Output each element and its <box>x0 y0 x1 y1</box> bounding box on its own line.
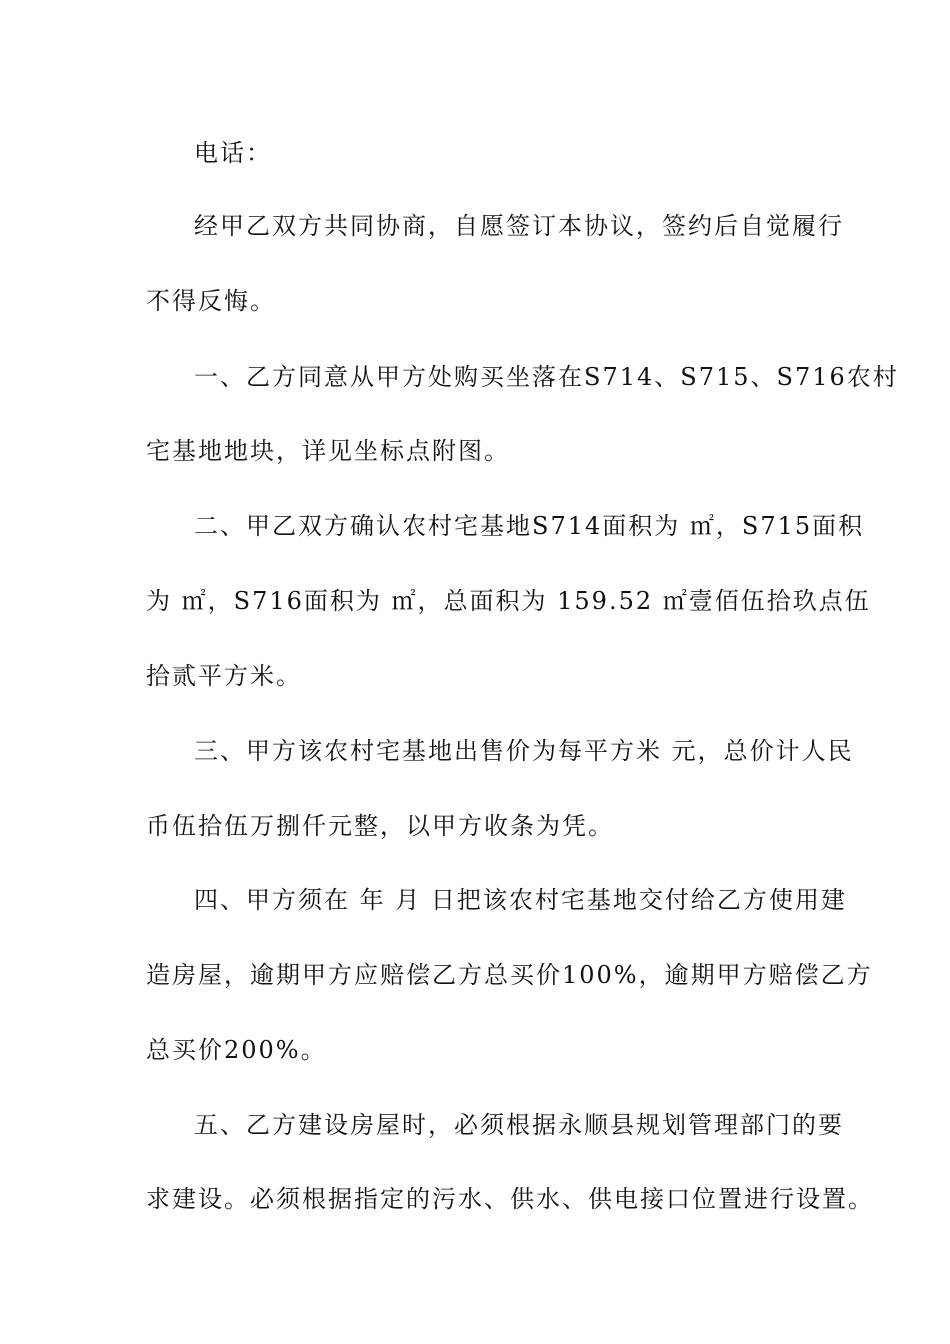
intro-line-1: 经甲乙双方共同协商，自愿签订本协议，签约后自觉履行 <box>194 212 844 240</box>
intro-line-2: 不得反悔。 <box>146 287 276 315</box>
clause-1-line-2: 宅基地地块，详见坐标点附图。 <box>146 437 510 465</box>
clause-4-line-2: 造房屋，逾期甲方应赔偿乙方总买价100%，逾期甲方赔偿乙方 <box>146 961 873 989</box>
clause-5-line-1: 五、乙方建设房屋时，必须根据永顺县规划管理部门的要 <box>194 1111 844 1139</box>
clause-1-line-1: 一、乙方同意从甲方处购买坐落在S714、S715、S716农村 <box>194 363 899 391</box>
clause-2-line-3: 拾贰平方米。 <box>146 662 302 690</box>
clause-2-line-1: 二、甲乙双方确认农村宅基地S714面积为 ㎡，S715面积 <box>194 512 865 540</box>
clause-2-line-2: 为 ㎡，S716面积为 ㎡，总面积为 159.52 ㎡壹佰伍拾玖点伍 <box>146 587 871 615</box>
clause-5-line-2: 求建设。必须根据指定的污水、供水、供电接口位置进行设置。 <box>146 1185 874 1213</box>
clause-3-line-2: 币伍拾伍万捌仟元整，以甲方收条为凭。 <box>146 812 614 840</box>
clause-4-line-1: 四、甲方须在 年 月 日把该农村宅基地交付给乙方使用建 <box>194 886 847 914</box>
clause-3-line-1: 三、甲方该农村宅基地出售价为每平方米 元，总价计人民 <box>194 737 854 765</box>
clause-4-line-3: 总买价200%。 <box>146 1036 327 1064</box>
phone-label: 电话： <box>194 139 272 167</box>
